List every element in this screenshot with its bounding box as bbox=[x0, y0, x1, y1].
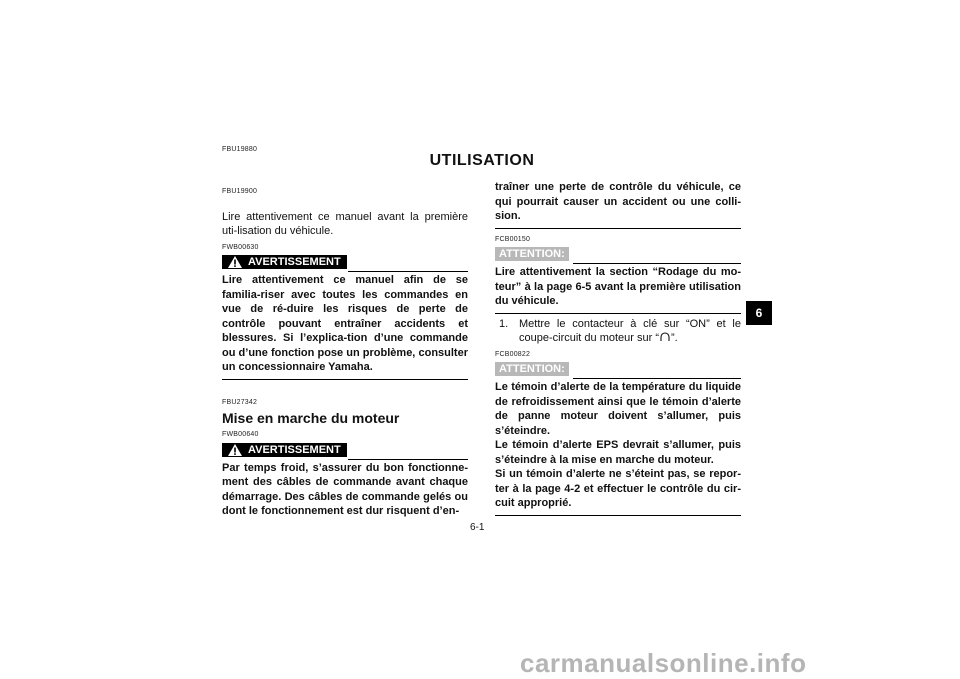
step-1-text-a: Mettre le contacteur à clé sur “ON” et le coupe-circuit du moteur sur “ bbox=[519, 317, 741, 344]
attention1-badge: ATTENTION: bbox=[495, 247, 569, 261]
warning1-end-rule bbox=[222, 379, 468, 380]
warning2-rule bbox=[348, 459, 468, 460]
attention1-code: FCB00150 bbox=[495, 235, 531, 243]
step-1-text bbox=[511, 317, 741, 346]
attention1-end-rule bbox=[495, 313, 741, 314]
site-watermark: carmanualsonline.info bbox=[520, 648, 807, 678]
section-code-title: FBU19880 bbox=[222, 146, 258, 153]
attention2-paragraph-3: Si un témoin d’alerte ne s’éteint pas, se repor-ter à la page 4-2 et effectuer le contrôle du cir-cuit approprié. bbox=[495, 468, 741, 509]
attention1-text: Lire attentivement la section “Rodage du mo-teur” à la page 6-5 avant la première utilisation du véhicule. bbox=[495, 266, 741, 307]
step-1-number: 1. bbox=[499, 317, 509, 330]
warning1-badge bbox=[222, 255, 347, 269]
warning2-label: AVERTISSEMENT bbox=[248, 443, 341, 456]
chapter-tab: 6 bbox=[746, 301, 772, 325]
attention1-header bbox=[495, 247, 741, 263]
attention1-rule bbox=[573, 263, 741, 264]
section-heading: Mise en marche du moteur bbox=[222, 410, 400, 426]
warning2-code: FWB00640 bbox=[222, 431, 259, 438]
step-1-text-b: ”. bbox=[671, 332, 678, 344]
warning2-header bbox=[222, 443, 468, 459]
warning1-text: Lire attentivement ce manuel afin de se familia-riser avec toutes les commandes en vue de ré-duire les risques de perte de contrôle pouvant entraîner accidents et blessures. Si l’explica-tion d’une commande ou d’une fonction pose un problème, consulter un concessionnaire Yamaha. bbox=[222, 274, 468, 373]
warning2-text: Par temps froid, s’assurer du bon fonctionne-ment des câbles de commande avant chaque démarrage. Des câbles de commande gelés ou dont le fonctionnement est dur risquent d’en- bbox=[222, 461, 468, 517]
attention2-header bbox=[495, 362, 741, 378]
page-title: UTILISATION bbox=[429, 152, 535, 169]
warning1-label: AVERTISSEMENT bbox=[248, 256, 341, 268]
intro-code: FBU19900 bbox=[222, 188, 258, 195]
right-column bbox=[495, 180, 741, 516]
section-code: FBU27342 bbox=[222, 398, 258, 406]
attention2-end-rule bbox=[495, 515, 741, 516]
warning1-rule bbox=[348, 271, 468, 272]
warning2-end-rule bbox=[495, 228, 741, 229]
attention2-paragraph-2: Le témoin d’alerte EPS devrait s’allumer, puis s’éteindre à la mise en marche du moteur. bbox=[495, 439, 741, 466]
engine-run-symbol-icon bbox=[660, 332, 670, 342]
warning2-continuation: traîner une perte de contrôle du véhicule, ce qui pourrait causer un accident ou une colli-sion. bbox=[495, 181, 741, 222]
warning2-badge bbox=[222, 443, 347, 457]
page-number: 6-1 bbox=[470, 522, 485, 533]
left-column bbox=[222, 185, 468, 519]
attention2-badge: ATTENTION: bbox=[495, 362, 569, 376]
warning-triangle-icon bbox=[228, 256, 242, 268]
warning-triangle-icon bbox=[228, 444, 242, 456]
warning1-header bbox=[222, 255, 468, 271]
attention2-rule bbox=[573, 378, 741, 379]
attention2-paragraph-1: Le témoin d’alerte de la température du liquide de refroidissement ainsi que le témoin d’alerte de panne moteur doivent s’allumer, puis s’éteindre. bbox=[495, 381, 741, 437]
attention2-code: FCB00822 bbox=[495, 350, 531, 358]
warning1-code: FWB00630 bbox=[222, 243, 259, 251]
intro-text: Lire attentivement ce manuel avant la première uti-lisation du véhicule. bbox=[222, 210, 468, 237]
step-1 bbox=[495, 317, 741, 346]
